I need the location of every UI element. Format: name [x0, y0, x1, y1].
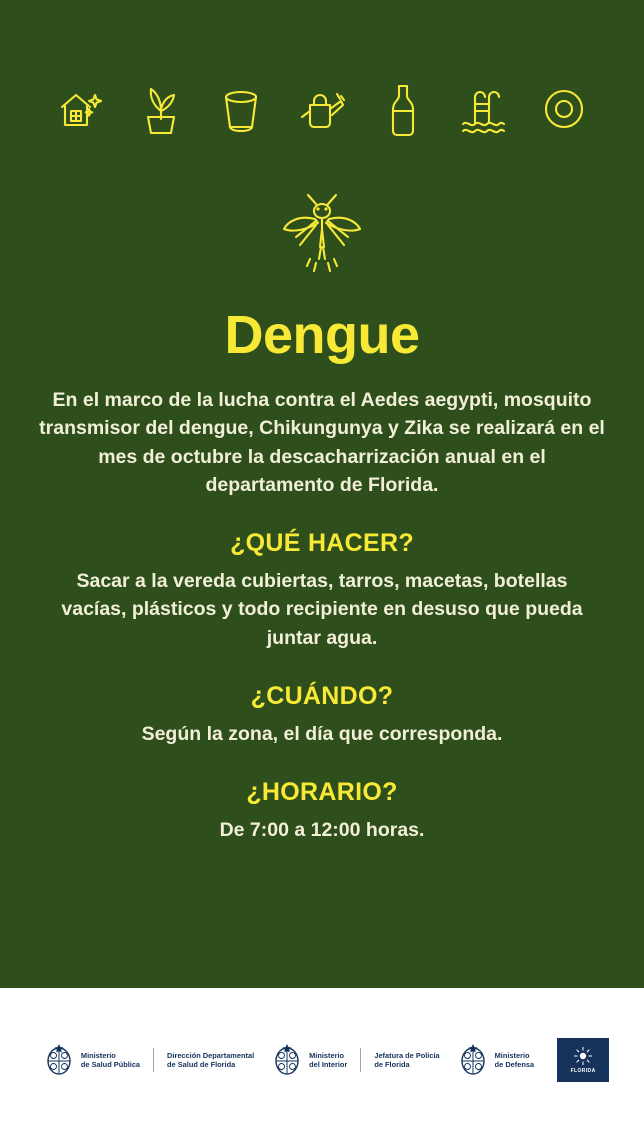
section-heading: ¿HORARIO? [246, 778, 398, 807]
section-horario [30, 778, 614, 844]
logo-label [81, 1051, 140, 1070]
logo-label [309, 1051, 347, 1070]
watering-can-icon [294, 78, 350, 140]
logo-label-line1: Ministerio [80, 1050, 116, 1060]
logo-label-line2: de Salud Pública [80, 1060, 141, 1069]
logo-label-line2: de Defensa [494, 1060, 535, 1069]
logo-sublabel-line2: de Florida [374, 1060, 410, 1069]
section-cuando [30, 682, 614, 748]
potted-plant-icon [133, 78, 189, 140]
pool-ladder-icon [455, 78, 511, 140]
logo-label-line1: Ministerio [309, 1050, 345, 1060]
logo-divider [360, 1048, 361, 1072]
uruguay-coat-of-arms-icon [458, 1043, 488, 1077]
florida-badge [557, 1038, 609, 1082]
sun-rays-icon [573, 1046, 593, 1066]
section-body: De 7:00 a 12:00 horas. [219, 819, 425, 842]
uruguay-coat-of-arms-icon [272, 1043, 302, 1077]
logo-sublabel-line1: Jefatura de Policía [374, 1050, 440, 1060]
logo-ministerio-interior [263, 1043, 449, 1077]
page-title: Dengue [224, 305, 420, 365]
icon-row [30, 78, 614, 140]
uruguay-coat-of-arms-icon [44, 1043, 74, 1077]
logo-sublabel-line2: de Salud de Florida [167, 1060, 236, 1069]
logo-sublabel [167, 1051, 254, 1070]
logo-label [495, 1051, 534, 1070]
logo-divider [153, 1048, 154, 1072]
logo-label-line2: del Interior [309, 1060, 348, 1069]
logo-ministerio-salud-publica [35, 1043, 263, 1077]
logo-sublabel [374, 1051, 439, 1070]
florida-badge-label: FLORIDA [570, 1068, 596, 1074]
logo-ministerio-defensa [449, 1043, 543, 1077]
section-body: Según la zona, el día que corresponda. [141, 722, 503, 745]
footer-logos [0, 988, 644, 1132]
logo-sublabel-line1: Dirección Departamental [167, 1050, 255, 1060]
mosquito-icon [267, 188, 377, 278]
section-heading: ¿QUÉ HACER? [230, 529, 414, 558]
house-sparkle-icon [52, 78, 108, 140]
section-que-hacer [30, 529, 614, 652]
section-heading: ¿CUÁNDO? [250, 681, 394, 710]
section-body: Sacar a la vereda cubiertas, tarros, macetas, botellas vacías, plásticos y todo recipiente en desuso que pueda juntar agua. [61, 570, 583, 649]
logo-label-line1: Ministerio [494, 1050, 530, 1060]
tire-icon [536, 78, 592, 140]
intro-text: En el marco de la lucha contra el Aedes aegypti, mosquito transmisor del dengue, Chikungunya y Zika se realizará en el mes de octubre la descacharrización anual en el departamento de Florida. [39, 389, 605, 496]
bottle-icon [375, 78, 431, 140]
bucket-icon [213, 78, 269, 140]
